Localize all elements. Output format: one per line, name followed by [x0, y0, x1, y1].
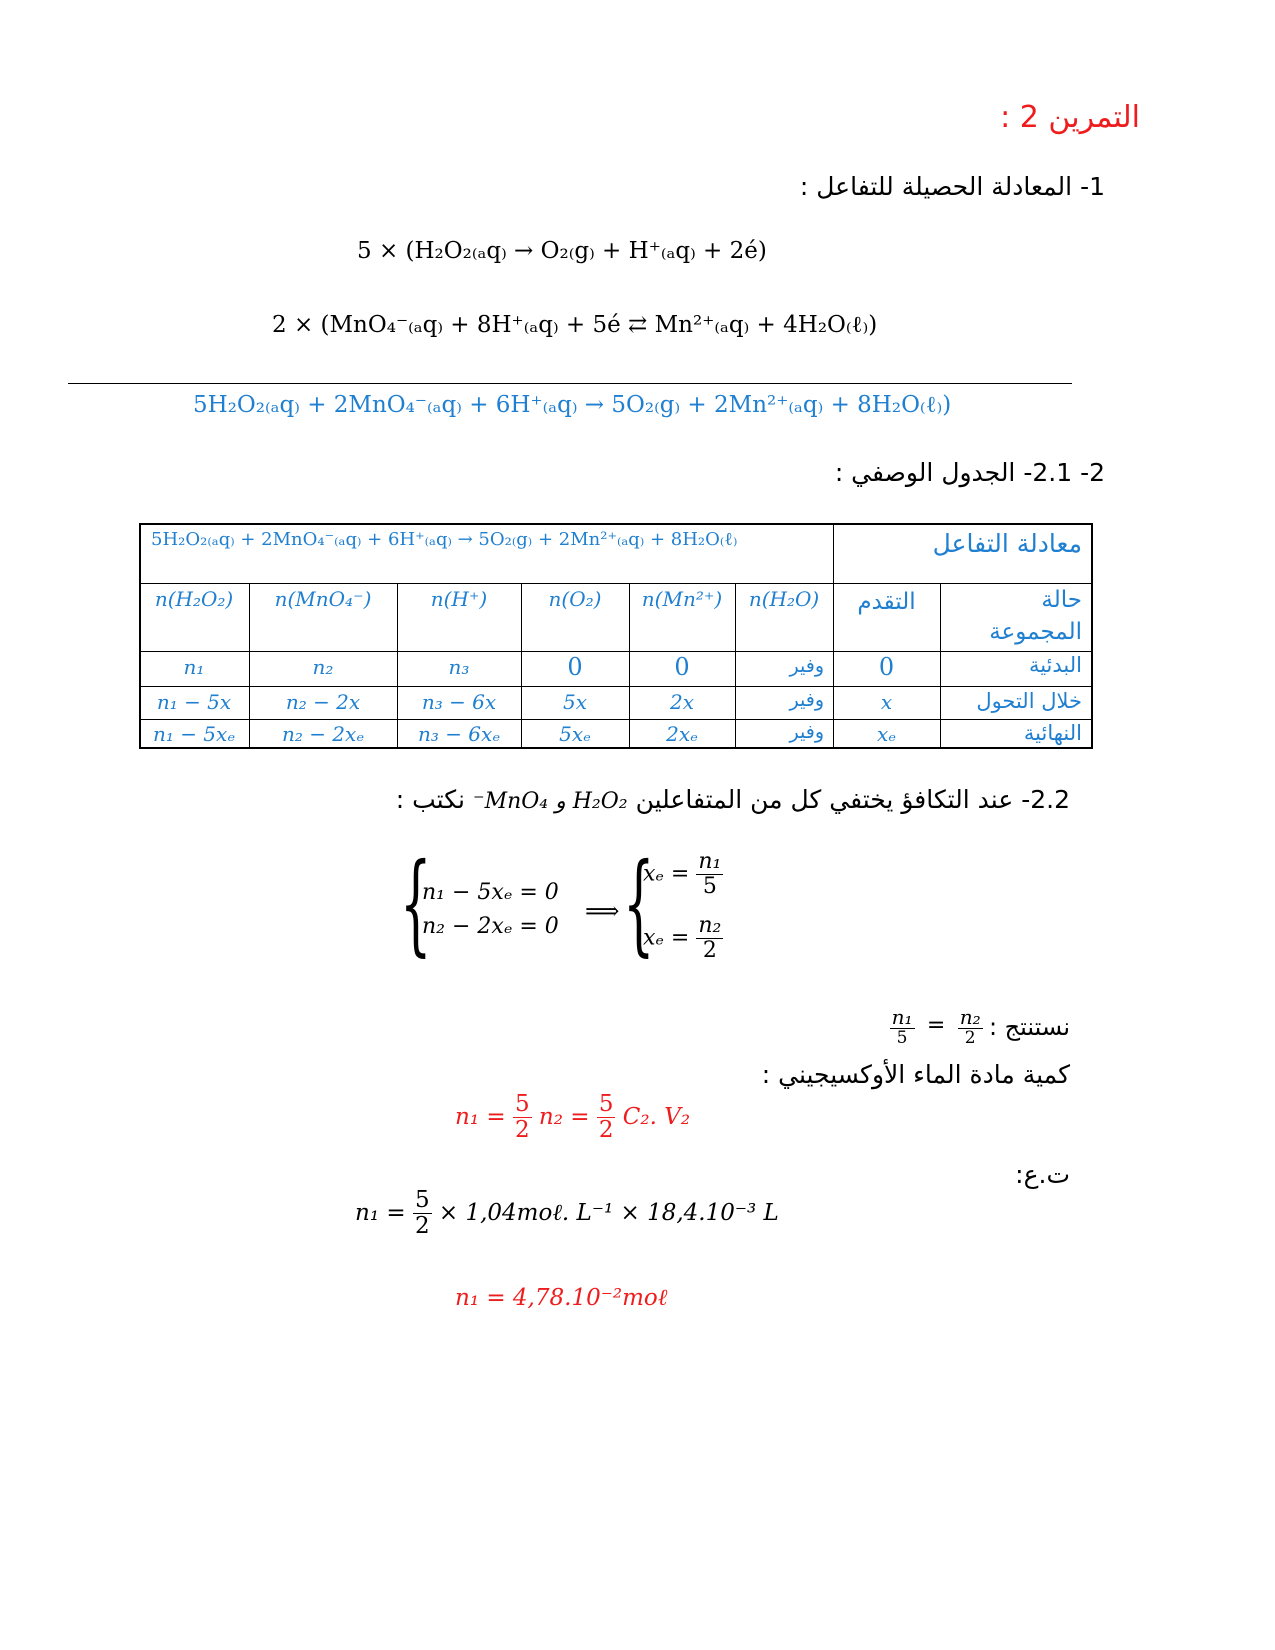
- formula-frac-1-den: 2: [514, 1117, 530, 1144]
- conclude-frac-2: [958, 1006, 983, 1048]
- conclude-num-1: n₁: [891, 1005, 913, 1029]
- formula-frac-2-num: 5: [598, 1091, 614, 1117]
- state-label-2: المجموعة: [989, 619, 1082, 645]
- solution-1: [643, 850, 723, 899]
- species-h-plus: n(H⁺): [430, 587, 488, 611]
- left-brace: {: [400, 839, 432, 967]
- formula-end: C₂. V₂: [622, 1103, 691, 1130]
- q22-heading-end: نكتب :: [395, 785, 465, 814]
- species-mno4: n(MnO₄⁻): [274, 587, 372, 611]
- solution-1-num: n₁: [698, 849, 722, 874]
- half-equation-oxidation: 5 × (H₂O₂₍ₐq₎ → O₂₍g₎ + H⁺₍ₐq₎ + 2é): [357, 238, 767, 264]
- formula-frac-1: [513, 1092, 532, 1144]
- row2-h: n₃ − 6xₑ: [417, 722, 501, 746]
- row1-mn: 2x: [669, 690, 694, 714]
- row1-mno4: n₂ − 2x: [285, 690, 361, 714]
- solution-2: [643, 914, 723, 963]
- half-equation-reduction: 2 × (MnO₄⁻₍ₐq₎ + 8H⁺₍ₐq₎ + 5é ⇄ Mn²⁺₍ₐq₎ + 4H₂O₍ℓ₎): [272, 312, 878, 338]
- q22-heading: [396, 785, 1070, 814]
- row0-mn: 0: [674, 653, 690, 681]
- q1-heading: 1- المعادلة الحصيلة للتفاعل :: [799, 172, 1105, 201]
- solution-1-lhs: xₑ =: [643, 861, 690, 887]
- advance-during: x: [880, 690, 893, 714]
- solution-2-frac: [696, 914, 723, 963]
- quantity-label: كمية مادة الماء الأوكسيجيني :: [761, 1060, 1070, 1089]
- implies-arrow: ⟹: [585, 897, 620, 925]
- q22-heading-text: 2.2- عند التكافؤ يختفي كل من المتفاعلين: [635, 785, 1070, 814]
- conclude-label: نستنتج :: [988, 1012, 1070, 1041]
- row2-mno4: n₂ − 2xₑ: [281, 722, 365, 746]
- state-initial: البدئية: [1028, 653, 1082, 677]
- row1-h: n₃ − 6x: [421, 690, 497, 714]
- formula-frac-2: [597, 1092, 616, 1144]
- solution-1-den: 5: [702, 874, 717, 900]
- q22-heading-species: H₂O₂ و MnO₄⁻: [472, 789, 628, 814]
- conclude-num-2: n₂: [959, 1005, 981, 1029]
- overall-equation: 5H₂O₂₍ₐq₎ + 2MnO₄⁻₍ₐq₎ + 6H⁺₍ₐq₎ → 5O₂₍g₎ + 2Mn²⁺₍ₐq₎ + 8H₂O₍ℓ₎): [193, 392, 952, 418]
- formula-frac-2-den: 2: [598, 1117, 614, 1144]
- final-result: n₁ = 4,78.10⁻²moℓ: [455, 1285, 668, 1311]
- formula-lhs: n₁ =: [455, 1103, 506, 1130]
- numeric-lhs: n₁ =: [355, 1199, 406, 1226]
- formula-mid: n₂ =: [538, 1103, 590, 1130]
- numeric-frac: [413, 1188, 432, 1240]
- advance-label: التقدم: [857, 589, 916, 615]
- conclusion: [890, 1006, 1070, 1048]
- species-o2: n(O₂): [548, 587, 602, 611]
- row2-mn: 2xₑ: [666, 722, 698, 746]
- right-brace: {: [623, 839, 655, 967]
- state-during: خلال التحول: [976, 689, 1082, 713]
- numeric-den: 2: [414, 1213, 430, 1240]
- species-mn2: n(Mn²⁺): [641, 587, 723, 611]
- progress-table: [139, 523, 1092, 749]
- numeric-label: ت.ع:: [1015, 1160, 1070, 1189]
- numeric-num: 5: [414, 1187, 430, 1213]
- formula: [455, 1092, 690, 1144]
- row0-mno4: n₂: [312, 655, 334, 679]
- solution-1-frac: [696, 850, 723, 899]
- conclude-frac-1: [890, 1006, 915, 1048]
- solution-2-lhs: xₑ =: [643, 925, 690, 951]
- row2-o2: 5xₑ: [559, 722, 591, 746]
- species-h2o: n(H₂O): [748, 587, 820, 611]
- row0-h: n₃: [448, 655, 470, 679]
- row2-h2o2: n₁ − 5xₑ: [152, 722, 236, 746]
- numeric-rest: × 1,04moℓ. L⁻¹ × 18,4.10⁻³ L: [438, 1199, 779, 1226]
- state-final: النهائية: [1023, 721, 1082, 745]
- exercise-title: التمرين 2 :: [1000, 100, 1140, 135]
- state-label-1: حالة: [1041, 587, 1082, 613]
- row1-h2o: وفير: [789, 689, 824, 711]
- conclude-eq: =: [926, 1013, 946, 1039]
- table-equation: 5H₂O₂₍ₐq₎ + 2MnO₄⁻₍ₐq₎ + 6H⁺₍ₐq₎ → 5O₂₍g₎ + 2Mn²⁺₍ₐq₎ + 8H₂O₍ℓ₎: [151, 529, 738, 550]
- solution-2-den: 2: [702, 938, 717, 964]
- row2-h2o: وفير: [789, 721, 824, 743]
- row0-h2o2: n₁: [183, 655, 205, 679]
- system-eq-1: n₁ − 5xₑ = 0: [422, 880, 559, 905]
- row1-h2o2: n₁ − 5x: [156, 690, 232, 714]
- system-eq-2: n₂ − 2xₑ = 0: [422, 914, 559, 939]
- solution-2-num: n₂: [698, 913, 722, 938]
- q2-heading: 2- 2.1- الجدول الوصفي :: [834, 458, 1105, 487]
- row1-o2: 5x: [562, 690, 587, 714]
- conclude-den-1: 5: [896, 1028, 908, 1048]
- conclude-den-2: 2: [964, 1028, 976, 1048]
- row0-h2o: وفير: [789, 655, 824, 677]
- advance-initial: 0: [878, 653, 895, 681]
- equation-divider: [68, 383, 1072, 384]
- row0-o2: 0: [567, 653, 583, 681]
- species-h2o2: n(H₂O₂): [154, 587, 234, 611]
- advance-final: xₑ: [876, 722, 897, 746]
- numeric-application: [355, 1188, 779, 1240]
- table-equation-label: معادلة التفاعل: [932, 529, 1082, 558]
- formula-frac-1-num: 5: [514, 1091, 530, 1117]
